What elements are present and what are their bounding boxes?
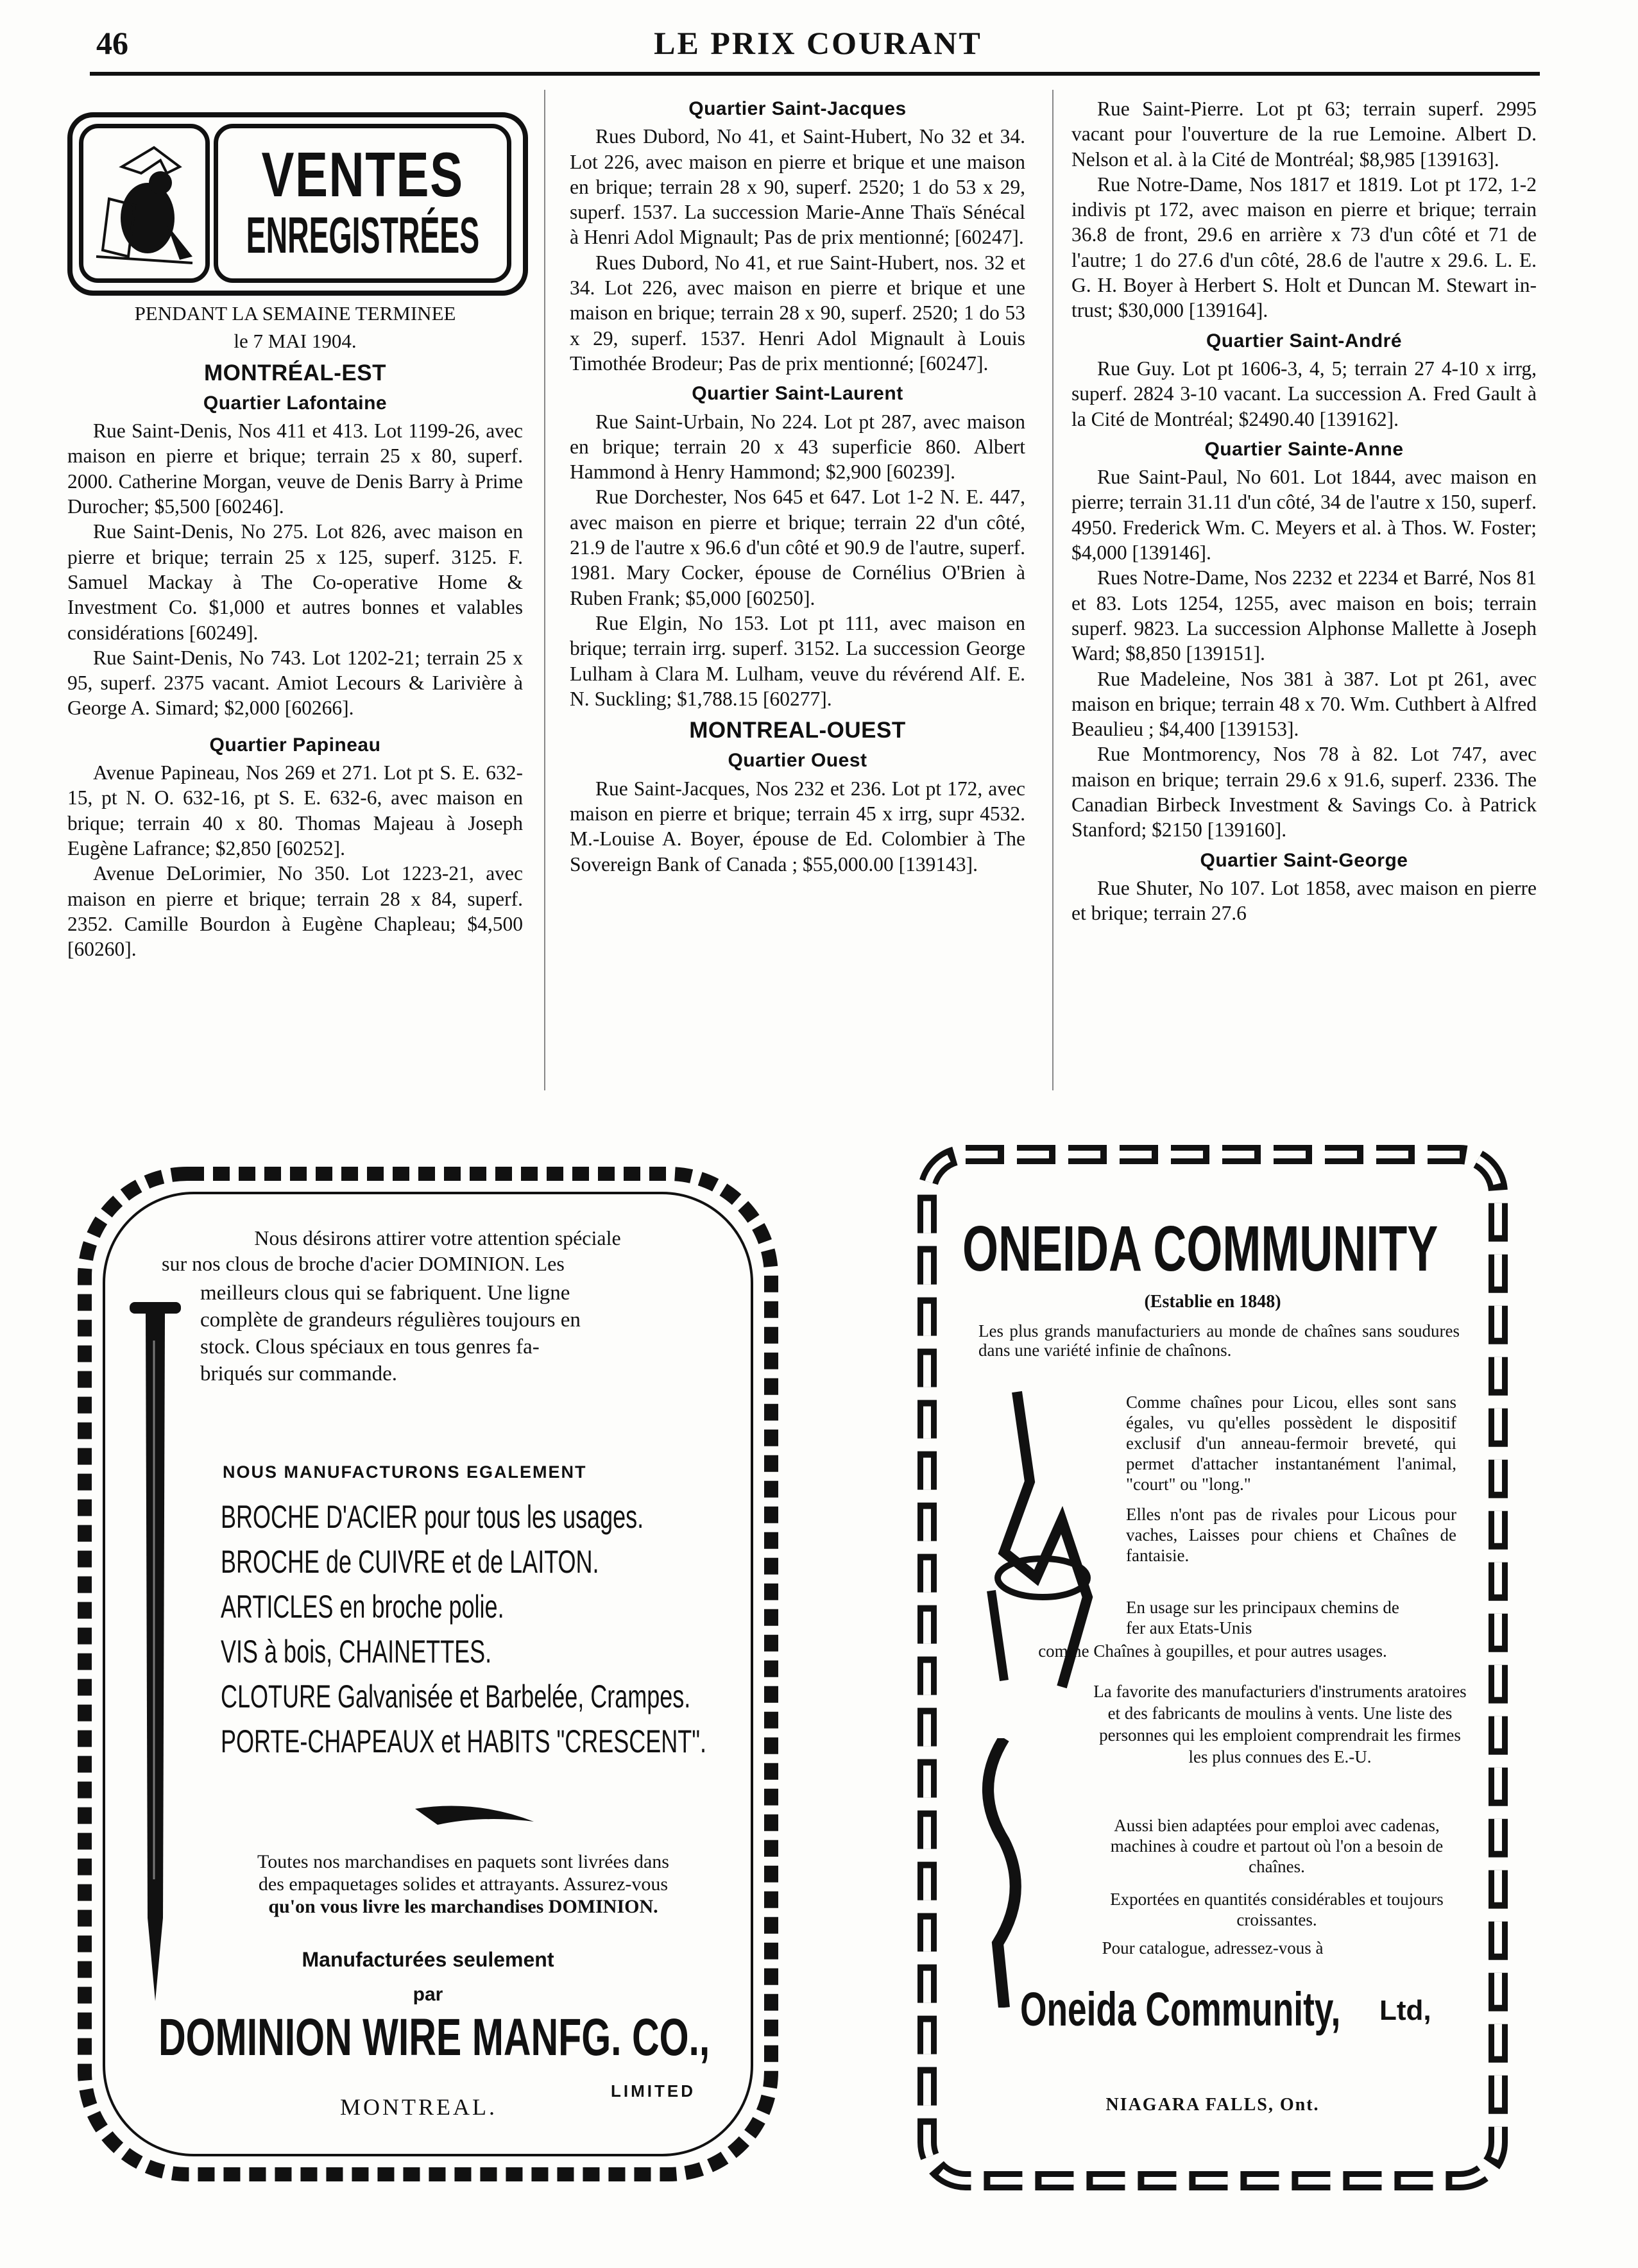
ltd-label: Ltd,: [1379, 1995, 1431, 2026]
dominion-wire-advertisement: [59, 1148, 797, 2200]
section-heading: Quartier Saint-George: [1200, 849, 1408, 871]
district-heading: MONTRÉAL-EST: [203, 360, 387, 385]
crescent-flourish: [412, 1796, 540, 1834]
established-line: (Establie en 1848): [1144, 1292, 1281, 1312]
header-rule: [90, 72, 1540, 76]
by-label: par: [413, 1984, 443, 2005]
product-item: ARTICLES en broche polie.: [221, 1589, 504, 1625]
week-line-2: le 7 MAI 1904.: [234, 330, 357, 353]
dominion-city: MONTREAL.: [340, 2094, 497, 2120]
auctioneer-illustration: [79, 124, 210, 283]
dominion-intro-line: stock. Clous spéciaux en tous genres fa-: [200, 1335, 540, 1358]
column-divider: [544, 90, 545, 1090]
sale-entry: Rue Saint-Urbain, No 224. Lot pt 287, avec maison en brique; terrain 20 x 43 superficie 860. Albert Hammond à Henry Hammond; $2,900 [60239].: [570, 410, 1025, 484]
week-line-1: PENDANT LA SEMAINE TERMINEE: [134, 302, 456, 325]
sale-entry: Rues Dubord, No 41, et rue Saint-Hubert, nos. 32 et 34. Lot 226, avec maison en pierre et brique et une maison en brique; terrain 28 x 90, superf. 2520; 1 do 53 x 29, superf. 1537. Henri Adol Mignault à Louis Timothée Brodeur; Pas de prix mentionné; [60247].: [570, 251, 1025, 375]
logo-word-ventes: VENTES: [261, 139, 464, 210]
product-item: CLOTURE Galvanisée et Barbelée, Crampes.: [221, 1679, 691, 1714]
running-title: LE PRIX COURANT: [654, 25, 982, 61]
sale-entry: Rues Dubord, No 41, et Saint-Hubert, No 32 et 34. Lot 226, avec maison en pierre et brique et une maison en brique; terrain 28 x 90, superf. 2520; 1 do 53 x 29, superf. 1537. La succession Marie-Anne Thaïs Sénécal à Henri Adol Mignault; Pas de prix mentionné; [60247].: [570, 125, 1025, 249]
sale-entry: Rue Saint-Jacques, Nos 232 et 236. Lot pt 172, avec maison en pierre et brique; terrain 45 x irrg, supr 4532. M.-Louise A. Boyer, épouse de Ed. Colombier à The Sovereign Bank of Canada ; $55,000.00 [139143].: [570, 777, 1025, 876]
section-heading: Quartier Sainte-Anne: [1204, 438, 1404, 460]
sale-entry: Rue Guy. Lot pt 1606-3, 4, 5; terrain 27 4-10 x irrg, superf. 2824 3-10 vacant. La succession A. Fred Gault à la Cité de Montréal; $2490.40 [139162].: [1071, 357, 1537, 430]
oneida-community-advertisement: [908, 1135, 1517, 2200]
sale-entry: Rue Saint-Denis, No 275. Lot 826, avec maison en pierre et brique; terrain 25 x 125, superf. 3125. F. Samuel Mackay à The Co-operative Home & Investment Co. $1,000 et autres bonnes et valables considérations [60249].: [67, 520, 523, 644]
section-heading: Quartier Saint-Laurent: [692, 383, 903, 405]
dominion-intro-line: complète de grandeurs régulières toujours en: [200, 1308, 581, 1332]
column-divider: [1052, 90, 1054, 1090]
sale-entry: Avenue Papineau, Nos 269 et 271. Lot pt S. E. 632-15, pt N. O. 632-16, pt S. E. 632-6, avec maison en brique; terrain 40 x 80. Thomas Majeau à Joseph Eugène Lafrance; $2,850 [60252].: [67, 761, 523, 859]
oneida-title: ONEIDA COMMUNITY: [962, 1213, 1438, 1285]
dominion-intro-line: Nous désirons attirer votre attention spéciale: [254, 1226, 621, 1249]
oneida-text: La favorite des manufacturiers d'instruments aratoires et des fabricants de moulins à vents. Une liste des personnes qui les emploient comprendrait les firmes les plus connues des E.-U.: [1093, 1682, 1467, 1766]
sale-entry: Rue Notre-Dame, Nos 1817 et 1819. Lot pt 172, 1-2 indivis pt 172, avec maison en pierre et brique; terrain 36.8 de front, 29.6 en arrière x 73 d'un côté et 71 de l'autre; 1 do 27.6 d'un côté, 28.6 de l'autre x 29.6. L. E. G. H. Boyer à Herbert S. Holt et Duncan M. Stewart in-trust; $30,000 [139164].: [1071, 173, 1537, 322]
section-heading: Quartier Papineau: [209, 734, 381, 756]
sale-entry: Rue Saint-Pierre. Lot pt 63; terrain superf. 2995 vacant pour l'ouverture de la rue Lemoine. Albert D. Nelson et al. à la Cité de Montréal; $8,985 [139163].: [1071, 97, 1537, 171]
limited-label: LIMITED: [611, 2081, 695, 2101]
sale-entry: Rue Shuter, No 107. Lot 1858, avec maison en pierre et brique; terrain 27.6: [1071, 876, 1537, 925]
oneida-text: Aussi bien adaptées pour emploi avec cadenas, machines à coudre et partout où l'on a besoin de chaînes.: [1110, 1816, 1444, 1876]
also-manufactured-heading: NOUS MANUFACTURONS EGALEMENT: [223, 1462, 587, 1482]
section-heading: Quartier Ouest: [728, 750, 867, 772]
page-number: 46: [96, 25, 128, 61]
ventes-logo: [67, 87, 523, 298]
column-2: [570, 96, 1025, 877]
product-list: [221, 1494, 734, 1764]
column-3: [1071, 96, 1537, 926]
oneida-company-name: Oneida Community,: [1020, 1983, 1341, 2036]
sale-entry: Rue Dorchester, Nos 645 et 647. Lot 1-2 N. E. 447, avec maison en pierre et brique; terrain 22 d'un côté, 21.9 de l'autre x 96.6 d'un côté et 90.9 de l'autre, superf. 1981. Mary Cocker, épouse de Cornélius O'Brien à Ruben Frank; $5,000 [60250].: [570, 486, 1025, 609]
oneida-text: Comme chaînes pour Licou, elles sont sans égales, vu qu'elles possèdent le dispositif exclusif d'un anneau-fermoir breveté, qui permet d'attacher instantanément l'animal, "court" ou "long.": [1126, 1392, 1456, 1494]
oneida-city: NIAGARA FALLS, Ont.: [1105, 2095, 1320, 2115]
section-heading: Quartier Saint-André: [1206, 330, 1403, 351]
oneida-text: Exportées en quantités considérables et toujours croissantes.: [1110, 1890, 1444, 1929]
column-1: [67, 87, 523, 961]
district-heading: MONTREAL-OUEST: [689, 718, 906, 743]
product-item: BROCHE D'ACIER pour tous les usages.: [221, 1499, 644, 1535]
delivery-note-line: Toutes nos marchandises en paquets sont livrées dans: [257, 1851, 669, 1872]
oneida-text: Les plus grands manufacturiers au monde de chaînes sans soudures dans une variété infinie de chaînons.: [978, 1321, 1460, 1360]
manufactured-only-label: Manufacturées seulement: [302, 1948, 554, 1971]
sale-entry: Rue Madeleine, Nos 381 à 387. Lot pt 261, avec maison en brique; terrain 48 x 70. Wm. Cuthbert à Alfred Beaulieu ; $4,400 [139153].: [1071, 667, 1537, 741]
sale-entry: Rue Elgin, No 153. Lot pt 111, avec maison en brique; terrain irrg. superf. 3152. La succession George Lulham à Clara M. Lulham, veuve du révérend Alf. E. N. Suckling; $1,788.15 [60277].: [570, 611, 1025, 710]
sale-entry: Rue Saint-Denis, No 743. Lot 1202-21; terrain 25 x 95, superf. 2375 vacant. Amiot Lecours & Larivière à George A. Simard; $2,000 [60266].: [67, 646, 523, 720]
product-item: BROCHE de CUIVRE et de LAITON.: [221, 1544, 599, 1580]
oneida-text: Elles n'ont pas de rivales pour Licous pour vaches, Laisses pour chiens et Chaînes de fantaisie.: [1126, 1505, 1456, 1565]
sale-entry: Avenue DeLorimier, No 350. Lot 1223-21, avec maison en pierre et brique; terrain 28 x 84, superf. 2352. Camille Bourdon à Eugène Chapleau; $4,500 [60260].: [67, 862, 523, 961]
product-item: PORTE-CHAPEAUX et HABITS "CRESCENT".: [221, 1723, 707, 1759]
sale-entry: Rues Notre-Dame, Nos 2232 et 2234 et Barré, Nos 81 et 83. Lots 1254, 1255, avec maison en bois; terrain superf. 9823. La succession Alphonse Mallette à Joseph Ward; $8,850 [139151].: [1071, 566, 1537, 665]
product-item: VIS à bois, CHAINETTES.: [221, 1634, 492, 1670]
dominion-intro-line: briqués sur commande.: [200, 1362, 398, 1385]
oneida-company-block: [1020, 1982, 1495, 2036]
delivery-note-line: qu'on vous livre les marchandises DOMINION.: [268, 1896, 658, 1917]
dominion-intro-line: meilleurs clous qui se fabriquent. Une ligne: [200, 1282, 570, 1305]
nail-illustration: [117, 1302, 194, 2008]
pin-chain-illustration: [966, 1738, 1043, 2008]
sale-entry: Rue Saint-Paul, No 601. Lot 1844, avec maison en pierre; terrain 31.11 d'un côté, 34 de l'autre x 150, superf. 4950. Frederick Wm. C. Meyers et al. à Thos. W. Foster; $4,000 [139146].: [1071, 466, 1537, 564]
catalogue-line: Pour catalogue, adressez-vous à: [1102, 1938, 1324, 1958]
page-header: [96, 19, 1540, 71]
dominion-company-name: DOMINION WIRE MANFG. CO.,: [158, 2008, 710, 2067]
delivery-note-line: des empaquetages solides et attrayants. Assurez-vous: [258, 1874, 669, 1895]
section-heading: Quartier Saint-Jacques: [688, 98, 907, 119]
sale-entry: Rue Montmorency, Nos 78 à 82. Lot 747, avec maison en brique; terrain 29.6 x 91.6, superf. 2336. The Canadian Birbeck Investment & Savings Co. à Patrick Stanford; $2150 [139160].: [1071, 743, 1537, 842]
section-heading: Quartier Lafontaine: [203, 392, 388, 414]
dominion-intro-line: sur nos clous de broche d'acier DOMINION. Les: [162, 1252, 565, 1275]
oneida-text: En usage sur les principaux chemins de fer aux Etats-Unis: [1126, 1598, 1399, 1638]
logo-word-enregistrees: ENREGISTRÉES: [246, 207, 479, 264]
sale-entry: Rue Saint-Denis, Nos 411 et 413. Lot 1199-26, avec maison en pierre et brique; terrain 25 x 80, superf. 2000. Catherine Morgan, veuve de Denis Barry à Prime Durocher; $5,500 [60246].: [67, 419, 523, 518]
oneida-text: comme Chaînes à goupilles, et pour autres usages.: [1038, 1641, 1387, 1661]
